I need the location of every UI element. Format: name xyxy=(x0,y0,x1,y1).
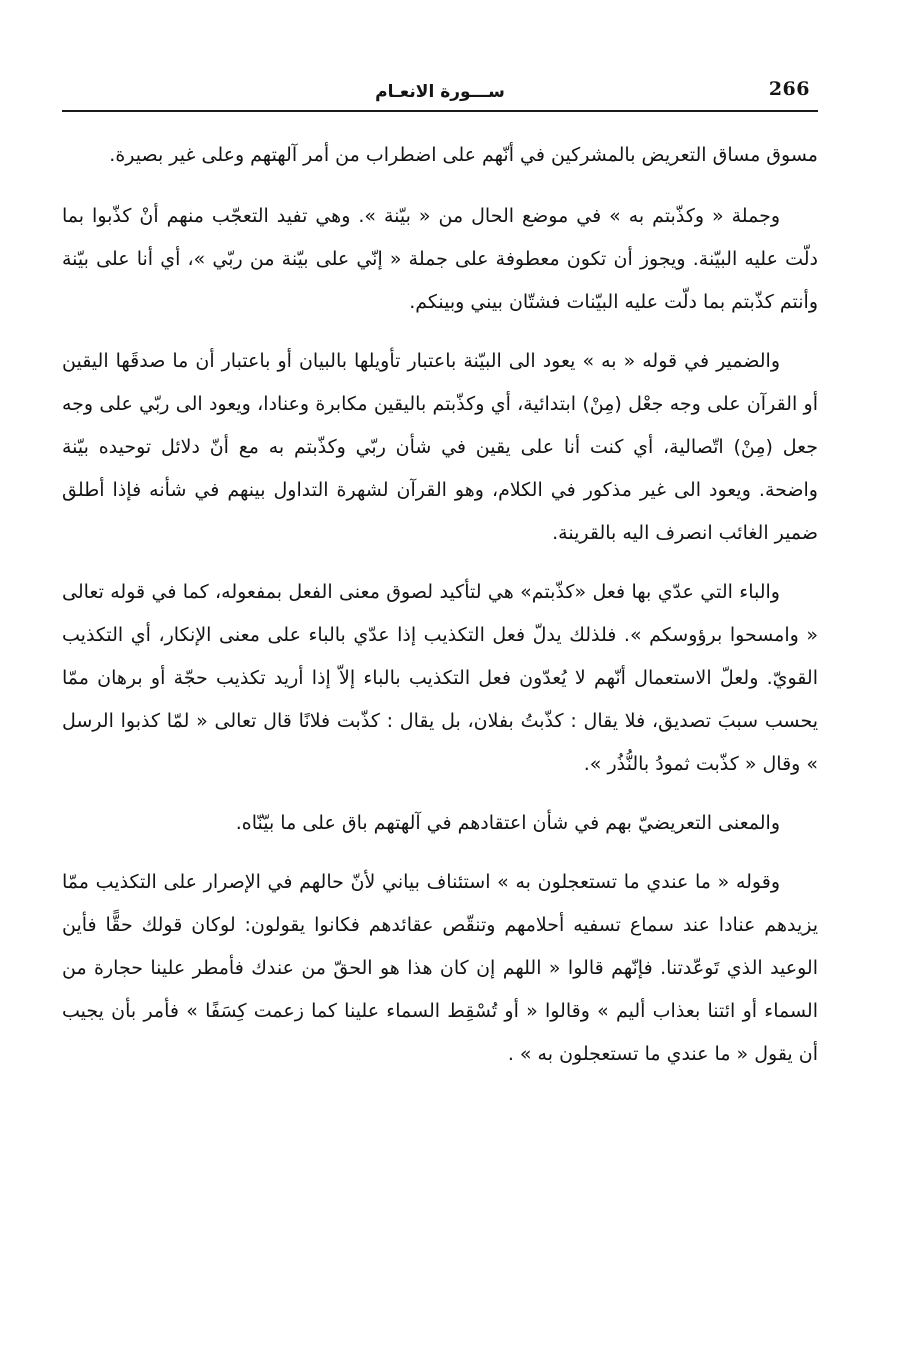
paragraph-continuation: مسوق مساق التعريض بالمشركين في أنّهم على اضطراب من أمر آلهتهم وعلى غير بصيرة. xyxy=(109,144,818,166)
paragraph-tarid-meaning: والمعنى التعريضيّ بهم في شأن اعتقادهم في آلهتهم باق على ما بيّنّاه. xyxy=(235,812,780,834)
paragraph-wa-kadhdhabtum: وجملة « وكذّبتم به » في موضع الحال من « بيّنة ». وهي تفيد التعجّب منهم أنْ كذّبوا بما دلّت عليه البيّنة. ويجوز أن تكون معطوفة على جملة « إنّي على بيّنة من ربّي »، أي أنا على بيّنة وأنتم كذّبتم بما دلّت عليه البيّنات فشتّان بيني وبينكم. xyxy=(62,205,818,313)
paragraph-ba-particle: والباء التي عدّي بها فعل «كذّبتم» هي لتأكيد لصوق معنى الفعل بمفعوله، كما في قوله تعالى « وامسحوا برؤوسكم ». فلذلك يدلّ فعل التكذيب إذا عدّي بالباء على معنى الإنكار، أي التكذيب القويّ. ولعلّ الاستعمال أنّهم لا يُعدّون فعل التكذيب بالباء إلاّ إذا أريد تكذيب حجّة أو برهان ممّا يحسب سببَ تصديق، فلا يقال : كذّبتُ بفلان، بل يقال : كذّبت فلانًا قال تعالى « لمّا كذبوا الرسل » وقال « كذّبت ثمودُ بالنُّذُر ». xyxy=(62,581,818,775)
running-title-surah: ســـورة الانعـام xyxy=(375,82,505,102)
body-text xyxy=(62,134,818,1076)
header-rule xyxy=(62,110,818,112)
page-number: 266 xyxy=(768,78,810,100)
paragraph-ma-indi: وقوله « ما عندي ما تستعجلون به » استئناف بياني لأنّ حالهم في الإصرار على التكذيب ممّا يزيدهم عنادا عند سماع تسفيه أحلامهم وتنقّص عقائدهم فكانوا يقولون: لوكان قولك حقًّا فأين الوعيد الذي تَوعّدتنا. فإنّهم قالوا « اللهم إن كان هذا هو الحقّ من عندك فأمطر علينا حجارة من السماء أو ائتنا بعذاب أليم » وقالوا « أو تُسْقِط السماء علينا كما زعمت كِسَفًا » فأمر بأن يجيب أن يقول « ما عندي ما تستعجلون به » . xyxy=(62,871,818,1065)
page-header xyxy=(62,76,818,108)
paragraph-pronoun-bihi: والضمير في قوله « به » يعود الى البيّنة باعتبار تأويلها بالبيان أو باعتبار أن ما صدقَها اليقين أو القرآن على وجه جعْل (مِنْ) ابتدائية، أي وكذّبتم باليقين مكابرة وعنادا، ويعود الى ربّي على وجه جعل (مِنْ) اتّصالية، أي كنت أنا على يقين في شأن ربّي وكذّبتم به مع أنّ دلائل توحيده بيّنة واضحة. ويعود الى غير مذكور في الكلام، وهو القرآن لشهرة التداول بينهم في شأنه فإذا أطلق ضمير الغائب انصرف اليه بالقرينة. xyxy=(62,350,818,544)
